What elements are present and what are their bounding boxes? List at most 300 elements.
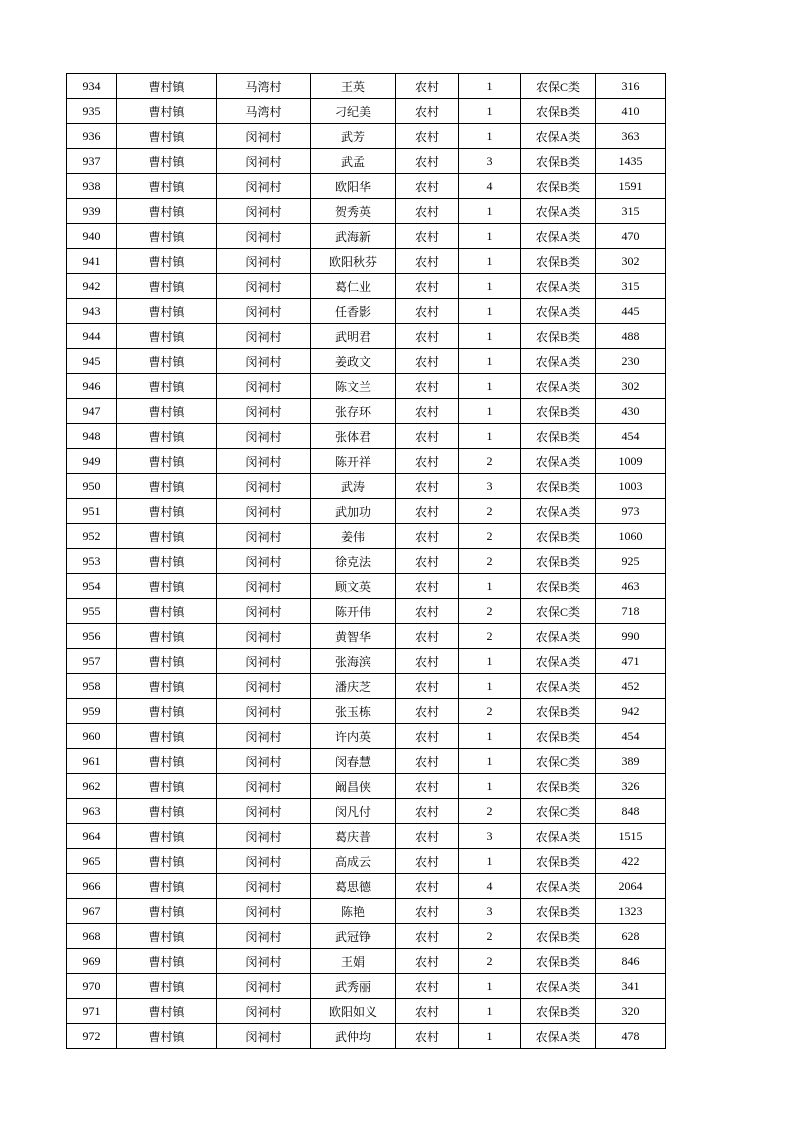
cell-residence: 农村 xyxy=(396,624,459,649)
cell-seq: 942 xyxy=(67,274,117,299)
cell-category: 农保B类 xyxy=(521,899,596,924)
cell-count: 2 xyxy=(459,499,521,524)
cell-category: 农保C类 xyxy=(521,599,596,624)
cell-residence: 农村 xyxy=(396,799,459,824)
cell-category: 农保A类 xyxy=(521,199,596,224)
cell-town: 曹村镇 xyxy=(117,449,217,474)
cell-count: 3 xyxy=(459,474,521,499)
cell-person: 陈开伟 xyxy=(311,599,396,624)
cell-village: 闵祠村 xyxy=(217,724,311,749)
cell-seq: 945 xyxy=(67,349,117,374)
cell-count: 1 xyxy=(459,999,521,1024)
cell-residence: 农村 xyxy=(396,374,459,399)
table-row xyxy=(67,349,666,374)
table-row xyxy=(67,324,666,349)
cell-town: 曹村镇 xyxy=(117,324,217,349)
cell-amount: 1591 xyxy=(596,174,666,199)
cell-residence: 农村 xyxy=(396,174,459,199)
cell-category: 农保B类 xyxy=(521,149,596,174)
cell-category: 农保B类 xyxy=(521,574,596,599)
cell-town: 曹村镇 xyxy=(117,224,217,249)
table-row xyxy=(67,824,666,849)
cell-count: 1 xyxy=(459,399,521,424)
cell-village: 闵祠村 xyxy=(217,749,311,774)
cell-person: 葛仁业 xyxy=(311,274,396,299)
cell-town: 曹村镇 xyxy=(117,549,217,574)
table-row xyxy=(67,474,666,499)
cell-village: 闵祠村 xyxy=(217,799,311,824)
table-row xyxy=(67,574,666,599)
cell-village: 闵祠村 xyxy=(217,974,311,999)
cell-town: 曹村镇 xyxy=(117,924,217,949)
cell-residence: 农村 xyxy=(396,224,459,249)
cell-residence: 农村 xyxy=(396,899,459,924)
cell-village: 闵祠村 xyxy=(217,349,311,374)
cell-amount: 315 xyxy=(596,274,666,299)
cell-village: 闵祠村 xyxy=(217,699,311,724)
cell-town: 曹村镇 xyxy=(117,874,217,899)
cell-category: 农保B类 xyxy=(521,724,596,749)
cell-seq: 956 xyxy=(67,624,117,649)
cell-seq: 962 xyxy=(67,774,117,799)
cell-category: 农保A类 xyxy=(521,449,596,474)
table-row xyxy=(67,799,666,824)
cell-residence: 农村 xyxy=(396,824,459,849)
cell-village: 闵祠村 xyxy=(217,149,311,174)
cell-town: 曹村镇 xyxy=(117,349,217,374)
cell-town: 曹村镇 xyxy=(117,399,217,424)
cell-category: 农保B类 xyxy=(521,699,596,724)
cell-town: 曹村镇 xyxy=(117,299,217,324)
table-row xyxy=(67,74,666,99)
table-row xyxy=(67,674,666,699)
cell-town: 曹村镇 xyxy=(117,974,217,999)
table-row xyxy=(67,949,666,974)
cell-amount: 389 xyxy=(596,749,666,774)
data-table xyxy=(66,73,666,1049)
cell-person: 王英 xyxy=(311,74,396,99)
cell-seq: 972 xyxy=(67,1024,117,1049)
cell-person: 陈开祥 xyxy=(311,449,396,474)
cell-town: 曹村镇 xyxy=(117,749,217,774)
cell-amount: 471 xyxy=(596,649,666,674)
cell-person: 贺秀英 xyxy=(311,199,396,224)
cell-town: 曹村镇 xyxy=(117,199,217,224)
cell-count: 1 xyxy=(459,324,521,349)
cell-amount: 315 xyxy=(596,199,666,224)
cell-town: 曹村镇 xyxy=(117,999,217,1024)
cell-seq: 959 xyxy=(67,699,117,724)
cell-count: 1 xyxy=(459,849,521,874)
table-row xyxy=(67,624,666,649)
cell-amount: 341 xyxy=(596,974,666,999)
cell-village: 闵祠村 xyxy=(217,874,311,899)
cell-residence: 农村 xyxy=(396,649,459,674)
cell-town: 曹村镇 xyxy=(117,499,217,524)
cell-town: 曹村镇 xyxy=(117,424,217,449)
cell-person: 欧阳如义 xyxy=(311,999,396,1024)
table-row xyxy=(67,499,666,524)
cell-residence: 农村 xyxy=(396,299,459,324)
cell-residence: 农村 xyxy=(396,274,459,299)
cell-category: 农保B类 xyxy=(521,924,596,949)
cell-town: 曹村镇 xyxy=(117,1024,217,1049)
cell-person: 武孟 xyxy=(311,149,396,174)
cell-person: 刁纪美 xyxy=(311,99,396,124)
cell-town: 曹村镇 xyxy=(117,849,217,874)
cell-amount: 326 xyxy=(596,774,666,799)
cell-seq: 955 xyxy=(67,599,117,624)
cell-category: 农保B类 xyxy=(521,99,596,124)
cell-seq: 969 xyxy=(67,949,117,974)
cell-count: 1 xyxy=(459,199,521,224)
cell-category: 农保A类 xyxy=(521,349,596,374)
cell-village: 闵祠村 xyxy=(217,899,311,924)
cell-village: 闵祠村 xyxy=(217,549,311,574)
cell-category: 农保C类 xyxy=(521,749,596,774)
cell-village: 马湾村 xyxy=(217,74,311,99)
cell-person: 张玉栋 xyxy=(311,699,396,724)
cell-count: 1 xyxy=(459,274,521,299)
cell-residence: 农村 xyxy=(396,974,459,999)
cell-seq: 934 xyxy=(67,74,117,99)
cell-count: 1 xyxy=(459,99,521,124)
cell-residence: 农村 xyxy=(396,249,459,274)
cell-town: 曹村镇 xyxy=(117,674,217,699)
table-row xyxy=(67,374,666,399)
cell-count: 3 xyxy=(459,899,521,924)
cell-amount: 990 xyxy=(596,624,666,649)
cell-count: 1 xyxy=(459,124,521,149)
table-row xyxy=(67,274,666,299)
cell-seq: 966 xyxy=(67,874,117,899)
cell-town: 曹村镇 xyxy=(117,149,217,174)
cell-amount: 316 xyxy=(596,74,666,99)
cell-village: 闵祠村 xyxy=(217,849,311,874)
cell-seq: 951 xyxy=(67,499,117,524)
cell-seq: 965 xyxy=(67,849,117,874)
cell-village: 闵祠村 xyxy=(217,774,311,799)
cell-person: 顾文英 xyxy=(311,574,396,599)
cell-village: 闵祠村 xyxy=(217,174,311,199)
cell-residence: 农村 xyxy=(396,124,459,149)
cell-amount: 454 xyxy=(596,424,666,449)
cell-category: 农保B类 xyxy=(521,174,596,199)
cell-amount: 478 xyxy=(596,1024,666,1049)
cell-village: 闵祠村 xyxy=(217,574,311,599)
cell-village: 闵祠村 xyxy=(217,949,311,974)
cell-count: 1 xyxy=(459,374,521,399)
cell-person: 葛思德 xyxy=(311,874,396,899)
cell-count: 2 xyxy=(459,699,521,724)
cell-count: 3 xyxy=(459,149,521,174)
cell-residence: 农村 xyxy=(396,674,459,699)
cell-category: 农保C类 xyxy=(521,799,596,824)
cell-residence: 农村 xyxy=(396,399,459,424)
cell-count: 1 xyxy=(459,674,521,699)
cell-person: 武海新 xyxy=(311,224,396,249)
cell-seq: 968 xyxy=(67,924,117,949)
cell-amount: 230 xyxy=(596,349,666,374)
cell-village: 闵祠村 xyxy=(217,324,311,349)
cell-count: 1 xyxy=(459,424,521,449)
cell-seq: 943 xyxy=(67,299,117,324)
cell-village: 闵祠村 xyxy=(217,649,311,674)
cell-count: 1 xyxy=(459,649,521,674)
cell-category: 农保A类 xyxy=(521,374,596,399)
cell-category: 农保A类 xyxy=(521,224,596,249)
table-row xyxy=(67,1024,666,1049)
cell-seq: 967 xyxy=(67,899,117,924)
cell-residence: 农村 xyxy=(396,774,459,799)
cell-residence: 农村 xyxy=(396,74,459,99)
table-row xyxy=(67,224,666,249)
table-row xyxy=(67,999,666,1024)
cell-residence: 农村 xyxy=(396,149,459,174)
table-row xyxy=(67,299,666,324)
cell-person: 潘庆芝 xyxy=(311,674,396,699)
cell-person: 闵凡付 xyxy=(311,799,396,824)
table-row xyxy=(67,699,666,724)
cell-category: 农保B类 xyxy=(521,999,596,1024)
cell-category: 农保B类 xyxy=(521,949,596,974)
cell-category: 农保A类 xyxy=(521,824,596,849)
cell-village: 闵祠村 xyxy=(217,624,311,649)
cell-village: 闵祠村 xyxy=(217,299,311,324)
cell-amount: 1435 xyxy=(596,149,666,174)
cell-town: 曹村镇 xyxy=(117,649,217,674)
cell-village: 闵祠村 xyxy=(217,274,311,299)
cell-residence: 农村 xyxy=(396,874,459,899)
cell-count: 1 xyxy=(459,224,521,249)
cell-seq: 941 xyxy=(67,249,117,274)
cell-seq: 961 xyxy=(67,749,117,774)
cell-town: 曹村镇 xyxy=(117,774,217,799)
cell-category: 农保B类 xyxy=(521,549,596,574)
cell-town: 曹村镇 xyxy=(117,524,217,549)
cell-village: 闵祠村 xyxy=(217,824,311,849)
cell-residence: 农村 xyxy=(396,849,459,874)
table-row xyxy=(67,524,666,549)
cell-seq: 952 xyxy=(67,524,117,549)
cell-seq: 963 xyxy=(67,799,117,824)
cell-amount: 973 xyxy=(596,499,666,524)
cell-amount: 470 xyxy=(596,224,666,249)
cell-person: 武涛 xyxy=(311,474,396,499)
cell-seq: 957 xyxy=(67,649,117,674)
cell-category: 农保A类 xyxy=(521,274,596,299)
cell-seq: 940 xyxy=(67,224,117,249)
cell-person: 闵春慧 xyxy=(311,749,396,774)
cell-category: 农保A类 xyxy=(521,874,596,899)
cell-count: 2 xyxy=(459,599,521,624)
cell-village: 闵祠村 xyxy=(217,199,311,224)
table-row xyxy=(67,149,666,174)
cell-seq: 970 xyxy=(67,974,117,999)
cell-category: 农保A类 xyxy=(521,499,596,524)
cell-person: 欧阳华 xyxy=(311,174,396,199)
cell-category: 农保B类 xyxy=(521,424,596,449)
cell-town: 曹村镇 xyxy=(117,724,217,749)
cell-residence: 农村 xyxy=(396,324,459,349)
table-row xyxy=(67,424,666,449)
cell-person: 黄智华 xyxy=(311,624,396,649)
cell-category: 农保B类 xyxy=(521,249,596,274)
cell-residence: 农村 xyxy=(396,1024,459,1049)
cell-person: 高成云 xyxy=(311,849,396,874)
table-row xyxy=(67,849,666,874)
table-row xyxy=(67,399,666,424)
cell-town: 曹村镇 xyxy=(117,274,217,299)
cell-residence: 农村 xyxy=(396,449,459,474)
cell-category: 农保B类 xyxy=(521,474,596,499)
cell-amount: 628 xyxy=(596,924,666,949)
cell-town: 曹村镇 xyxy=(117,824,217,849)
cell-count: 2 xyxy=(459,624,521,649)
cell-village: 闵祠村 xyxy=(217,499,311,524)
cell-residence: 农村 xyxy=(396,549,459,574)
cell-amount: 463 xyxy=(596,574,666,599)
cell-residence: 农村 xyxy=(396,499,459,524)
cell-village: 闵祠村 xyxy=(217,124,311,149)
cell-person: 陈艳 xyxy=(311,899,396,924)
cell-person: 陈文兰 xyxy=(311,374,396,399)
cell-seq: 947 xyxy=(67,399,117,424)
table-row xyxy=(67,774,666,799)
cell-town: 曹村镇 xyxy=(117,174,217,199)
cell-category: 农保A类 xyxy=(521,124,596,149)
cell-amount: 422 xyxy=(596,849,666,874)
cell-amount: 445 xyxy=(596,299,666,324)
cell-village: 闵祠村 xyxy=(217,399,311,424)
cell-person: 武加功 xyxy=(311,499,396,524)
cell-count: 2 xyxy=(459,449,521,474)
cell-count: 4 xyxy=(459,874,521,899)
cell-amount: 1323 xyxy=(596,899,666,924)
cell-residence: 农村 xyxy=(396,949,459,974)
cell-category: 农保A类 xyxy=(521,624,596,649)
cell-category: 农保B类 xyxy=(521,774,596,799)
cell-residence: 农村 xyxy=(396,749,459,774)
cell-town: 曹村镇 xyxy=(117,799,217,824)
cell-town: 曹村镇 xyxy=(117,899,217,924)
cell-seq: 949 xyxy=(67,449,117,474)
cell-residence: 农村 xyxy=(396,199,459,224)
cell-amount: 942 xyxy=(596,699,666,724)
cell-residence: 农村 xyxy=(396,99,459,124)
cell-village: 闵祠村 xyxy=(217,424,311,449)
cell-category: 农保A类 xyxy=(521,649,596,674)
table-row xyxy=(67,99,666,124)
cell-category: 农保A类 xyxy=(521,1024,596,1049)
table-row xyxy=(67,449,666,474)
cell-amount: 1060 xyxy=(596,524,666,549)
cell-village: 闵祠村 xyxy=(217,674,311,699)
cell-count: 1 xyxy=(459,1024,521,1049)
cell-residence: 农村 xyxy=(396,524,459,549)
cell-seq: 954 xyxy=(67,574,117,599)
cell-amount: 1009 xyxy=(596,449,666,474)
cell-category: 农保B类 xyxy=(521,524,596,549)
table-row xyxy=(67,649,666,674)
cell-seq: 960 xyxy=(67,724,117,749)
cell-count: 2 xyxy=(459,924,521,949)
cell-person: 任香影 xyxy=(311,299,396,324)
cell-category: 农保A类 xyxy=(521,299,596,324)
cell-count: 4 xyxy=(459,174,521,199)
table-body xyxy=(67,74,666,1049)
cell-person: 姜伟 xyxy=(311,524,396,549)
cell-residence: 农村 xyxy=(396,349,459,374)
cell-village: 闵祠村 xyxy=(217,474,311,499)
cell-town: 曹村镇 xyxy=(117,599,217,624)
cell-residence: 农村 xyxy=(396,474,459,499)
cell-town: 曹村镇 xyxy=(117,574,217,599)
cell-count: 3 xyxy=(459,824,521,849)
cell-town: 曹村镇 xyxy=(117,374,217,399)
cell-person: 武芳 xyxy=(311,124,396,149)
cell-count: 2 xyxy=(459,524,521,549)
table-row xyxy=(67,974,666,999)
table-row xyxy=(67,899,666,924)
cell-village: 闵祠村 xyxy=(217,224,311,249)
cell-seq: 950 xyxy=(67,474,117,499)
cell-amount: 848 xyxy=(596,799,666,824)
cell-amount: 363 xyxy=(596,124,666,149)
cell-amount: 925 xyxy=(596,549,666,574)
cell-person: 张体君 xyxy=(311,424,396,449)
cell-amount: 1515 xyxy=(596,824,666,849)
cell-count: 1 xyxy=(459,349,521,374)
cell-person: 王娟 xyxy=(311,949,396,974)
cell-person: 徐克法 xyxy=(311,549,396,574)
cell-town: 曹村镇 xyxy=(117,124,217,149)
cell-count: 1 xyxy=(459,299,521,324)
cell-count: 1 xyxy=(459,974,521,999)
table-row xyxy=(67,249,666,274)
cell-amount: 320 xyxy=(596,999,666,1024)
cell-village: 闵祠村 xyxy=(217,249,311,274)
cell-town: 曹村镇 xyxy=(117,249,217,274)
table-row xyxy=(67,199,666,224)
cell-residence: 农村 xyxy=(396,699,459,724)
cell-town: 曹村镇 xyxy=(117,699,217,724)
cell-amount: 846 xyxy=(596,949,666,974)
cell-count: 1 xyxy=(459,724,521,749)
cell-seq: 939 xyxy=(67,199,117,224)
cell-amount: 452 xyxy=(596,674,666,699)
cell-person: 葛庆普 xyxy=(311,824,396,849)
cell-category: 农保A类 xyxy=(521,974,596,999)
cell-count: 2 xyxy=(459,949,521,974)
table-row xyxy=(67,549,666,574)
cell-town: 曹村镇 xyxy=(117,74,217,99)
cell-person: 张存环 xyxy=(311,399,396,424)
cell-residence: 农村 xyxy=(396,724,459,749)
cell-count: 2 xyxy=(459,549,521,574)
cell-seq: 953 xyxy=(67,549,117,574)
cell-amount: 302 xyxy=(596,374,666,399)
cell-residence: 农村 xyxy=(396,924,459,949)
table-row xyxy=(67,599,666,624)
cell-village: 闵祠村 xyxy=(217,449,311,474)
cell-person: 欧阳秋芬 xyxy=(311,249,396,274)
cell-town: 曹村镇 xyxy=(117,474,217,499)
cell-amount: 718 xyxy=(596,599,666,624)
table-row xyxy=(67,124,666,149)
cell-category: 农保B类 xyxy=(521,399,596,424)
cell-person: 许内英 xyxy=(311,724,396,749)
